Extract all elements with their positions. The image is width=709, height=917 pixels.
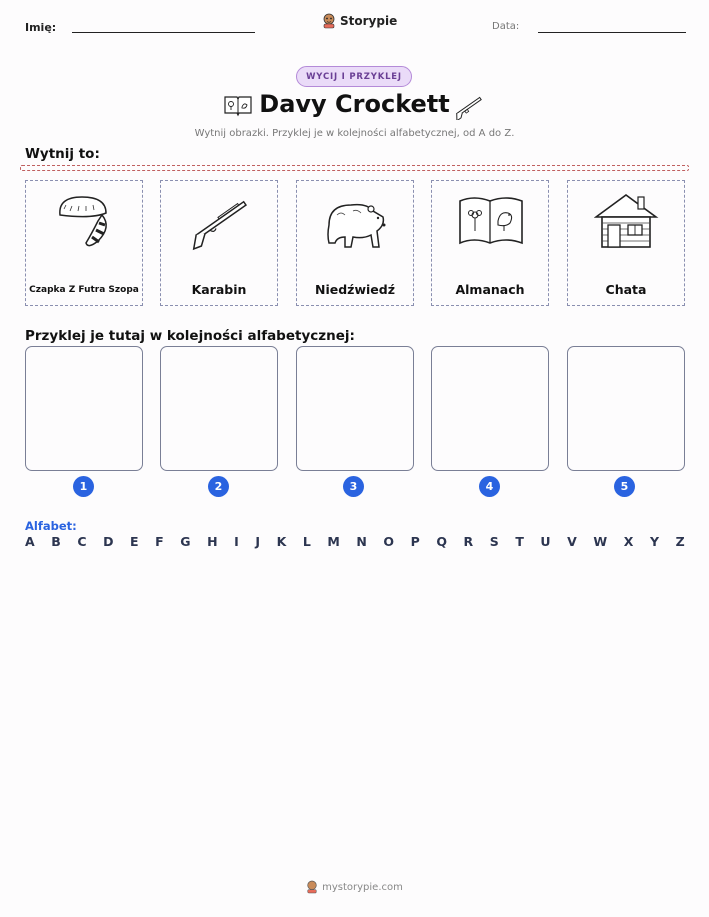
footer-url: mystorypie.com [322, 881, 403, 893]
alphabet-letter: C [77, 534, 87, 549]
alphabet-letter: L [302, 534, 311, 549]
alphabet-letter: I [234, 534, 239, 549]
alphabet-letter: A [25, 534, 35, 549]
cut-card-raccoon-hat[interactable] [25, 180, 143, 306]
alphabet-letter: X [623, 534, 634, 549]
alphabet-letter: F [155, 534, 164, 549]
alphabet-letter: B [51, 534, 61, 549]
slot-number-badge: 4 [479, 476, 500, 497]
instructions: Wytnij obrazki. Przyklej je w kolejności alfabetycznej, od A do Z. [194, 128, 515, 139]
storypie-mascot-icon [322, 13, 336, 29]
alphabet-letter: S [489, 534, 499, 549]
alphabet-letter: N [356, 534, 367, 549]
alphabet-letter: Z [675, 534, 685, 549]
alphabet-letter: D [103, 534, 114, 549]
slot-number-badge: 3 [343, 476, 364, 497]
card-label: Chata [605, 282, 647, 297]
card-label: Karabin [191, 282, 247, 297]
card-label: Almanach [455, 282, 525, 297]
paste-slot-5[interactable] [567, 346, 685, 471]
storypie-mascot-icon [306, 880, 318, 894]
alphabet-letter: Q [436, 534, 447, 549]
card-label: Niedźwiedź [315, 282, 395, 297]
cut-card-cabin[interactable] [567, 180, 685, 306]
alphabet-letter: T [515, 534, 524, 549]
paste-slot-3[interactable] [296, 346, 414, 471]
rifle-title-icon [453, 92, 489, 120]
paste-heading: Przyklej je tutaj w kolejności alfabetycznej: [25, 328, 355, 344]
log-cabin-icon [594, 187, 660, 257]
cut-card-almanac[interactable] [431, 180, 549, 306]
paste-slot-2[interactable] [160, 346, 278, 471]
raccoon-hat-icon [52, 187, 118, 257]
card-label: Czapka Z Futra Szopa [29, 285, 139, 295]
alphabet-letter: M [327, 534, 340, 549]
name-label: Imię: [25, 21, 57, 34]
paste-slot-1[interactable] [25, 346, 143, 471]
alphabet-letter: V [567, 534, 577, 549]
alphabet-letter: J [255, 534, 260, 549]
alphabet-letter: U [540, 534, 551, 549]
activity-badge: WYCIJ I PRZYKLEJ [296, 66, 412, 87]
slot-number-badge: 5 [614, 476, 635, 497]
alphabet-letter: W [593, 534, 608, 549]
cut-line [20, 165, 689, 171]
alphabet-letter: Y [649, 534, 659, 549]
slot-number-badge: 1 [73, 476, 94, 497]
footer [0, 880, 709, 894]
rifle-icon [187, 187, 253, 257]
alphabet-letter: H [207, 534, 218, 549]
alphabet-row [25, 534, 685, 549]
almanac-book-icon [458, 187, 524, 257]
slot-number-badge: 2 [208, 476, 229, 497]
alphabet-title: Alfabet: [25, 519, 77, 533]
cut-card-bear[interactable] [296, 180, 414, 306]
date-write-line [538, 32, 686, 33]
date-label: Data: [492, 21, 520, 32]
bear-icon [323, 187, 389, 257]
alphabet-letter: K [276, 534, 287, 549]
alphabet-letter: O [383, 534, 395, 549]
brand-name: Storypie [340, 14, 398, 28]
page-title: Davy Crockett [259, 90, 450, 118]
alphabet-letter: R [463, 534, 474, 549]
alphabet-letter: P [410, 534, 420, 549]
cut-heading: Wytnij to: [25, 146, 100, 162]
cut-card-rifle[interactable] [160, 180, 278, 306]
alphabet-letter: G [180, 534, 191, 549]
brand-logo [322, 13, 397, 29]
name-write-line [72, 32, 255, 33]
alphabet-letter: E [130, 534, 139, 549]
paste-slot-4[interactable] [431, 346, 549, 471]
